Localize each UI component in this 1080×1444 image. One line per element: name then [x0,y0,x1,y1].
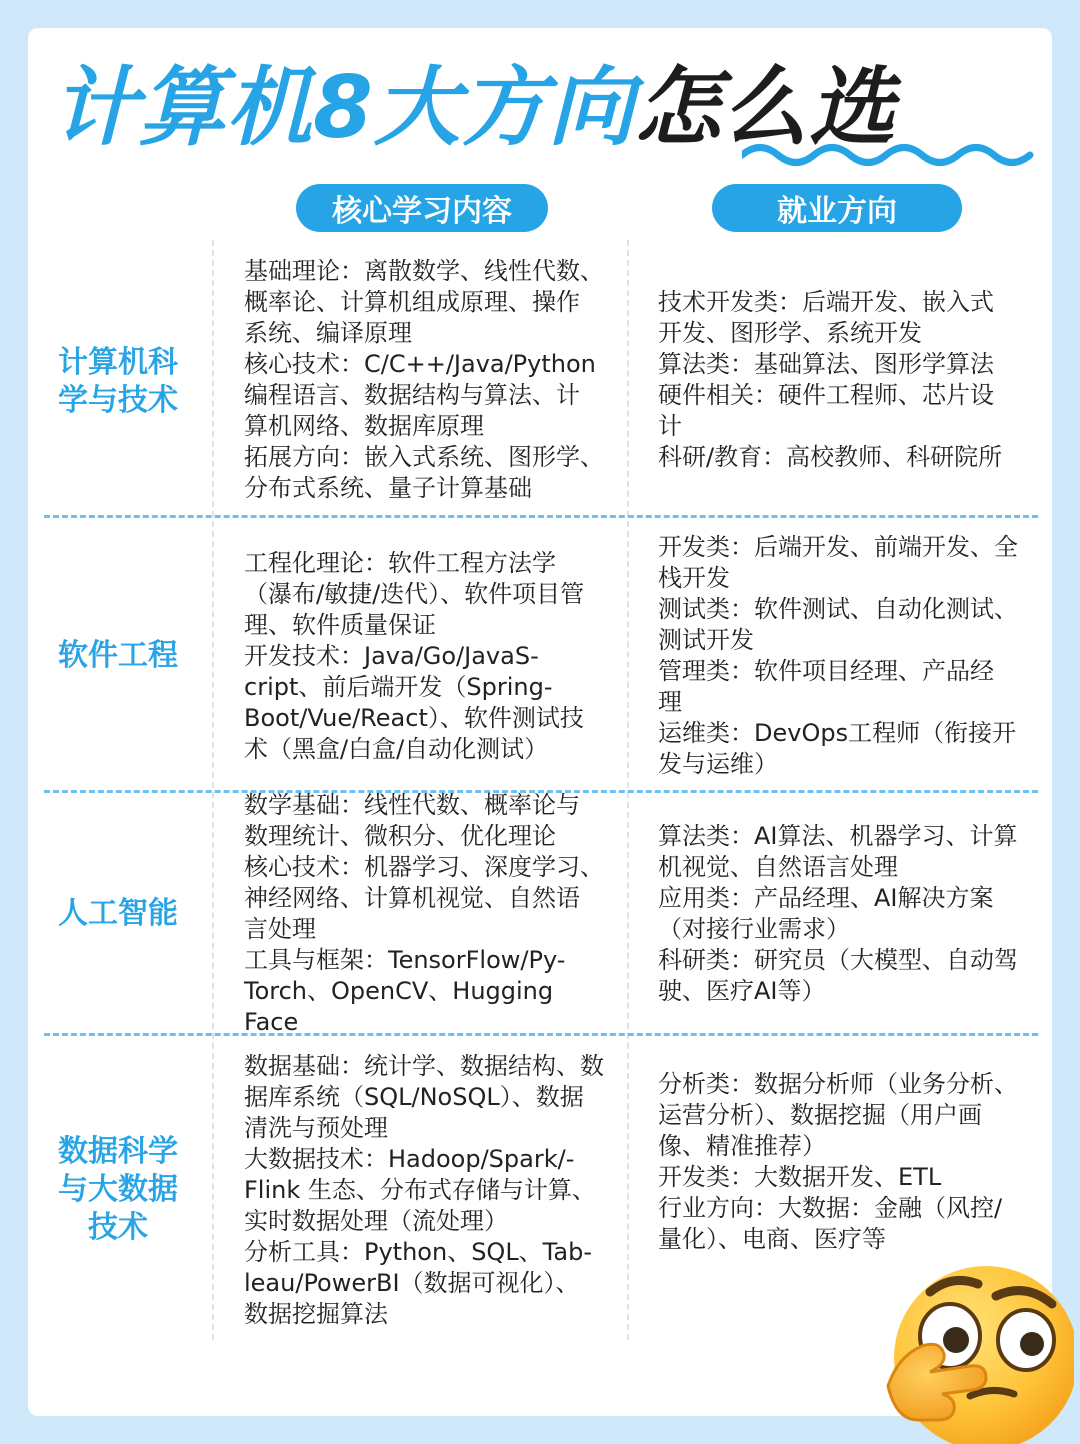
text-line: 硬件相关：硬件工程师、芯片设 [658,381,994,409]
text-line: 科研/教育：高校教师、科研院所 [658,443,1003,471]
row-cs [0,248,1080,516]
text-line: 数学基础：线性代数、概率论与 [244,791,580,819]
text-line: 数理统计、微积分、优化理论 [244,822,556,850]
text-line: 分布式系统、量子计算基础 [244,474,532,502]
jobs-content [658,798,1020,1030]
text-line: 术（黑盒/白盒/自动化测试） [244,734,549,763]
text-line: 开发、图形学、系统开发 [658,319,922,347]
title-part-dark: 怎么选 [634,58,896,158]
text-line: 开发技术：Java/Go/JavaS- [244,641,539,670]
text-line: 管理类：软件项目经理、产品经 [658,657,994,685]
text-line: 系统、编译原理 [244,319,412,347]
text-line: 分析工具：Python、SQL、Tab- [244,1237,592,1266]
text-line: 量化）、电商、医疗等 [658,1225,886,1253]
text-line: Torch、OpenCV、Hugging Face [244,977,554,1036]
text-line: 技术开发类：后端开发、嵌入式 [658,288,994,316]
text-line: 理 [658,688,682,716]
title-part-blue: 计算机8大方向 [52,58,635,158]
jobs-content [658,1044,1020,1280]
jobs-content [658,526,1020,786]
wave-underline-icon [742,140,1042,170]
text-line: 科研类：研究员（大模型、自动驾 [658,946,1018,974]
core-content [244,1044,606,1336]
text-line: 据库系统（SQL/NoSQL）、数据 [244,1082,584,1111]
category-line: 软件工程 [58,638,178,673]
text-line: Boot/Vue/React）、软件测试技 [244,703,584,732]
text-line: 大数据技术：Hadoop/Spark/- [244,1144,575,1173]
text-line: 实时数据处理（流处理） [244,1206,508,1235]
category-label [44,796,192,1032]
text-line: 开发类：后端开发、前端开发、全 [658,533,1018,561]
core-content [244,791,606,1036]
text-line: 分析类：数据分析师（业务分析、 [658,1070,1018,1098]
text-line: 开发类：大数据开发、ETL [658,1163,942,1191]
header-core-pill: 核心学习内容 [296,184,548,232]
text-line: 测试类：软件测试、自动化测试、 [658,595,1018,623]
text-line: 核心技术：C/C++/Java/Python [244,350,596,378]
thinking-face-emoji-icon [878,1258,1074,1444]
text-line: cript、前后端开发（Spring- [244,672,553,701]
text-line: 工具与框架：TensorFlow/Py- [244,946,566,974]
category-line: 人工智能 [58,896,178,931]
text-line: 算法类：AI算法、机器学习、计算 [658,822,1018,850]
text-line: 机视觉、自然语言处理 [658,853,898,881]
text-line: 算法类：基础算法、图形学算法 [658,350,994,378]
category-line: 计算机科 [58,345,178,380]
row-divider [44,1033,1038,1036]
category-line: 数据科学 [58,1134,178,1169]
text-line: 行业方向：大数据：金融（风控/ [658,1194,1003,1222]
category-line: 技术 [88,1210,148,1245]
text-line: 言处理 [244,915,316,943]
core-content [244,526,606,786]
row-divider [44,515,1038,518]
text-line: 栈开发 [658,564,730,592]
row-ai [0,791,1080,1036]
text-line: 理、软件质量保证 [244,610,436,639]
text-line: 应用类：产品经理、AI解决方案 [658,884,994,912]
text-line: 工程化理论：软件工程方法学 [244,548,556,577]
text-line: 驶、医疗AI等） [658,977,826,1005]
text-line: 基础理论：离散数学、线性代数、 [244,257,604,285]
text-line: 运营分析）、数据挖掘（用户画 [658,1101,982,1129]
text-line: 清洗与预处理 [244,1113,388,1142]
text-line: 数据基础：统计学、数据结构、数 [244,1051,604,1080]
category-label [44,248,192,516]
text-line: 神经网络、计算机视觉、自然语 [244,884,580,912]
category-label [44,522,192,790]
row-se [0,522,1080,790]
core-content [244,252,606,508]
text-line: 发与运维） [658,750,778,778]
jobs-content [658,252,1020,508]
text-line: leau/PowerBI（数据可视化）、 [244,1268,580,1297]
category-label [44,1040,192,1340]
text-line: 计 [658,412,682,440]
text-line: 测试开发 [658,626,754,654]
text-line: 拓展方向：嵌入式系统、图形学、 [244,443,604,471]
text-line: Flink 生态、分布式存储与计算、 [244,1175,596,1204]
text-line: 数据挖掘算法 [244,1299,388,1328]
text-line: 像、精准推荐） [658,1132,826,1160]
text-line: 编程语言、数据结构与算法、计 [244,381,580,409]
text-line: （瀑布/敏捷/迭代）、软件项目管 [244,579,585,608]
category-line: 学与技术 [58,383,178,418]
page-title [52,58,1042,168]
text-line: 核心技术：机器学习、深度学习、 [244,853,604,881]
text-line: 概率论、计算机组成原理、操作 [244,288,580,316]
text-line: 算机网络、数据库原理 [244,412,484,440]
text-line: 运维类：DevOps工程师（衔接开 [658,719,1017,747]
header-jobs-pill: 就业方向 [712,184,962,232]
category-line: 与大数据 [58,1172,178,1207]
text-line: （对接行业需求） [658,915,850,943]
